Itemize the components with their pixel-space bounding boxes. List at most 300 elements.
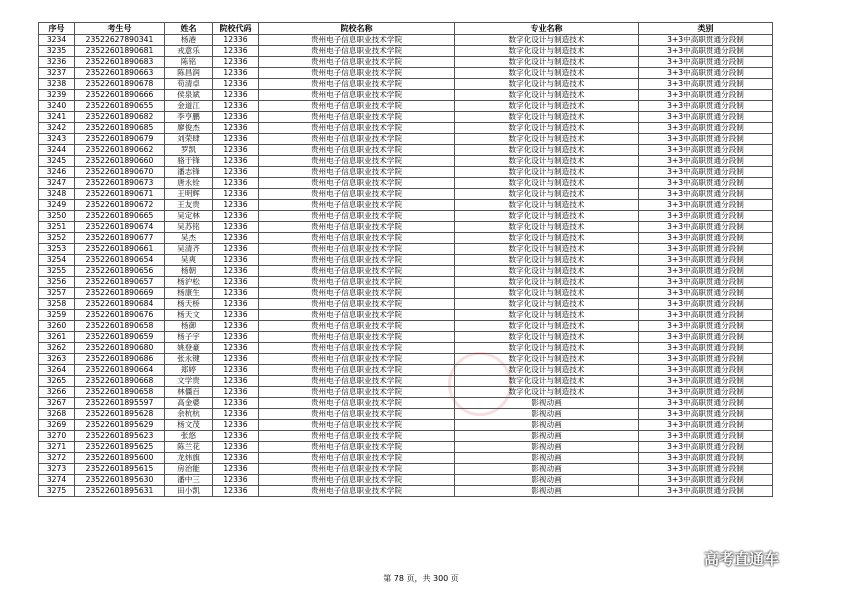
cell-category: 3+3中高职贯通分段制 xyxy=(639,387,773,398)
cell-exam-id: 23522601890686 xyxy=(75,354,165,365)
cell-seq: 3271 xyxy=(39,442,75,453)
cell-school-name: 贵州电子信息职业技术学院 xyxy=(259,57,455,68)
cell-seq: 3248 xyxy=(39,189,75,200)
table-row xyxy=(39,233,773,244)
cell-major: 数字化设计与制造技术 xyxy=(455,156,639,167)
admission-table-container xyxy=(38,22,772,497)
cell-seq: 3261 xyxy=(39,332,75,343)
cell-seq: 3267 xyxy=(39,398,75,409)
cell-category: 3+3中高职贯通分段制 xyxy=(639,90,773,101)
table-header-row xyxy=(39,23,773,35)
cell-name: 杨文茂 xyxy=(165,420,213,431)
table-row xyxy=(39,376,773,387)
cell-school-name: 贵州电子信息职业技术学院 xyxy=(259,200,455,211)
cell-exam-id: 23522601890661 xyxy=(75,244,165,255)
cell-major: 数字化设计与制造技术 xyxy=(455,332,639,343)
header-exam-id: 考生号 xyxy=(75,23,165,35)
cell-school-name: 贵州电子信息职业技术学院 xyxy=(259,222,455,233)
table-row xyxy=(39,46,773,57)
cell-category: 3+3中高职贯通分段制 xyxy=(639,134,773,145)
cell-exam-id: 23522601890668 xyxy=(75,376,165,387)
cell-seq: 3259 xyxy=(39,310,75,321)
cell-major: 数字化设计与制造技术 xyxy=(455,266,639,277)
cell-school-code: 12336 xyxy=(213,464,259,475)
cell-major: 数字化设计与制造技术 xyxy=(455,376,639,387)
cell-name: 张悠 xyxy=(165,431,213,442)
cell-school-name: 贵州电子信息职业技术学院 xyxy=(259,233,455,244)
cell-name: 张永键 xyxy=(165,354,213,365)
cell-exam-id: 23522601890654 xyxy=(75,255,165,266)
cell-name: 杨御 xyxy=(165,321,213,332)
cell-name: 陈兰花 xyxy=(165,442,213,453)
cell-name: 高金婆 xyxy=(165,398,213,409)
cell-name: 郑婷 xyxy=(165,365,213,376)
table-row xyxy=(39,211,773,222)
cell-category: 3+3中高职贯通分段制 xyxy=(639,233,773,244)
table-row xyxy=(39,178,773,189)
cell-school-code: 12336 xyxy=(213,68,259,79)
table-row xyxy=(39,189,773,200)
cell-category: 3+3中高职贯通分段制 xyxy=(639,442,773,453)
cell-school-code: 12336 xyxy=(213,189,259,200)
cell-seq: 3275 xyxy=(39,486,75,497)
cell-category: 3+3中高职贯通分段制 xyxy=(639,398,773,409)
cell-name: 王明辉 xyxy=(165,189,213,200)
cell-exam-id: 23522601890677 xyxy=(75,233,165,244)
cell-exam-id: 23522601890683 xyxy=(75,57,165,68)
cell-major: 数字化设计与制造技术 xyxy=(455,288,639,299)
cell-name: 戎意乐 xyxy=(165,46,213,57)
table-row xyxy=(39,35,773,46)
cell-name: 杨天桥 xyxy=(165,299,213,310)
cell-category: 3+3中高职贯通分段制 xyxy=(639,145,773,156)
table-row xyxy=(39,464,773,475)
cell-school-name: 贵州电子信息职业技术学院 xyxy=(259,376,455,387)
cell-seq: 3273 xyxy=(39,464,75,475)
cell-category: 3+3中高职贯通分段制 xyxy=(639,310,773,321)
cell-exam-id: 23522601895615 xyxy=(75,464,165,475)
cell-exam-id: 23522601895600 xyxy=(75,453,165,464)
cell-name: 杨康生 xyxy=(165,288,213,299)
cell-category: 3+3中高职贯通分段制 xyxy=(639,431,773,442)
cell-category: 3+3中高职贯通分段制 xyxy=(639,486,773,497)
cell-exam-id: 23522601895630 xyxy=(75,475,165,486)
cell-school-name: 贵州电子信息职业技术学院 xyxy=(259,288,455,299)
cell-category: 3+3中高职贯通分段制 xyxy=(639,46,773,57)
cell-major: 数字化设计与制造技术 xyxy=(455,68,639,79)
cell-name: 侯泉斌 xyxy=(165,90,213,101)
cell-name: 王友贵 xyxy=(165,200,213,211)
cell-seq: 3246 xyxy=(39,167,75,178)
cell-school-name: 贵州电子信息职业技术学院 xyxy=(259,211,455,222)
header-school-code: 院校代码 xyxy=(213,23,259,35)
cell-seq: 3247 xyxy=(39,178,75,189)
cell-category: 3+3中高职贯通分段制 xyxy=(639,343,773,354)
header-name: 姓名 xyxy=(165,23,213,35)
cell-major: 数字化设计与制造技术 xyxy=(455,90,639,101)
cell-category: 3+3中高职贯通分段制 xyxy=(639,288,773,299)
cell-school-code: 12336 xyxy=(213,46,259,57)
cell-name: 廖俊杰 xyxy=(165,123,213,134)
cell-seq: 3274 xyxy=(39,475,75,486)
cell-exam-id: 23522601895631 xyxy=(75,486,165,497)
cell-school-name: 贵州电子信息职业技术学院 xyxy=(259,266,455,277)
table-row xyxy=(39,90,773,101)
cell-school-name: 贵州电子信息职业技术学院 xyxy=(259,255,455,266)
cell-major: 数字化设计与制造技术 xyxy=(455,343,639,354)
cell-major: 数字化设计与制造技术 xyxy=(455,145,639,156)
cell-exam-id: 23522601895625 xyxy=(75,442,165,453)
table-row xyxy=(39,321,773,332)
cell-name: 田小凯 xyxy=(165,486,213,497)
table-row xyxy=(39,420,773,431)
cell-seq: 3241 xyxy=(39,112,75,123)
cell-major: 数字化设计与制造技术 xyxy=(455,387,639,398)
cell-exam-id: 23522601890681 xyxy=(75,46,165,57)
cell-major: 影视动画 xyxy=(455,420,639,431)
cell-major: 数字化设计与制造技术 xyxy=(455,222,639,233)
table-row xyxy=(39,112,773,123)
cell-major: 影视动画 xyxy=(455,442,639,453)
cell-seq: 3249 xyxy=(39,200,75,211)
cell-name: 杨沪松 xyxy=(165,277,213,288)
cell-exam-id: 23522601890674 xyxy=(75,222,165,233)
cell-exam-id: 23522601895629 xyxy=(75,420,165,431)
cell-exam-id: 23522601890657 xyxy=(75,277,165,288)
cell-school-name: 贵州电子信息职业技术学院 xyxy=(259,354,455,365)
cell-name: 苟清卓 xyxy=(165,79,213,90)
cell-seq: 3235 xyxy=(39,46,75,57)
cell-school-code: 12336 xyxy=(213,167,259,178)
cell-major: 数字化设计与制造技术 xyxy=(455,354,639,365)
table-row xyxy=(39,343,773,354)
cell-school-name: 贵州电子信息职业技术学院 xyxy=(259,310,455,321)
cell-major: 数字化设计与制造技术 xyxy=(455,255,639,266)
cell-category: 3+3中高职贯通分段制 xyxy=(639,475,773,486)
table-row xyxy=(39,299,773,310)
cell-seq: 3252 xyxy=(39,233,75,244)
cell-school-name: 贵州电子信息职业技术学院 xyxy=(259,244,455,255)
cell-school-code: 12336 xyxy=(213,310,259,321)
cell-seq: 3236 xyxy=(39,57,75,68)
table-row xyxy=(39,222,773,233)
brand-logo-text: 高考直通车 xyxy=(704,550,780,568)
table-row xyxy=(39,354,773,365)
cell-school-name: 贵州电子信息职业技术学院 xyxy=(259,167,455,178)
table-row xyxy=(39,475,773,486)
cell-school-name: 贵州电子信息职业技术学院 xyxy=(259,420,455,431)
cell-school-code: 12336 xyxy=(213,332,259,343)
cell-seq: 3254 xyxy=(39,255,75,266)
cell-name: 潘志锋 xyxy=(165,167,213,178)
cell-name: 姚登豪 xyxy=(165,343,213,354)
cell-seq: 3264 xyxy=(39,365,75,376)
cell-school-name: 贵州电子信息职业技术学院 xyxy=(259,431,455,442)
header-major: 专业名称 xyxy=(455,23,639,35)
table-row xyxy=(39,387,773,398)
cell-school-code: 12336 xyxy=(213,112,259,123)
cell-exam-id: 23522601890679 xyxy=(75,134,165,145)
cell-school-name: 贵州电子信息职业技术学院 xyxy=(259,442,455,453)
cell-school-name: 贵州电子信息职业技术学院 xyxy=(259,189,455,200)
cell-exam-id: 23522601895628 xyxy=(75,409,165,420)
cell-exam-id: 23522601890658 xyxy=(75,321,165,332)
cell-category: 3+3中高职贯通分段制 xyxy=(639,79,773,90)
cell-school-name: 贵州电子信息职业技术学院 xyxy=(259,387,455,398)
cell-name: 刘荣肆 xyxy=(165,134,213,145)
cell-seq: 3255 xyxy=(39,266,75,277)
cell-category: 3+3中高职贯通分段制 xyxy=(639,222,773,233)
cell-major: 数字化设计与制造技术 xyxy=(455,123,639,134)
cell-school-code: 12336 xyxy=(213,134,259,145)
cell-seq: 3265 xyxy=(39,376,75,387)
cell-school-name: 贵州电子信息职业技术学院 xyxy=(259,68,455,79)
cell-name: 龙炜旗 xyxy=(165,453,213,464)
cell-exam-id: 23522601890664 xyxy=(75,365,165,376)
cell-exam-id: 23522601890662 xyxy=(75,145,165,156)
cell-major: 影视动画 xyxy=(455,431,639,442)
cell-name: 杨港 xyxy=(165,35,213,46)
cell-school-code: 12336 xyxy=(213,387,259,398)
cell-exam-id: 23522601895597 xyxy=(75,398,165,409)
cell-category: 3+3中高职贯通分段制 xyxy=(639,376,773,387)
table-row xyxy=(39,332,773,343)
cell-school-code: 12336 xyxy=(213,57,259,68)
cell-name: 杨天文 xyxy=(165,310,213,321)
cell-school-name: 贵州电子信息职业技术学院 xyxy=(259,486,455,497)
cell-category: 3+3中高职贯通分段制 xyxy=(639,365,773,376)
cell-category: 3+3中高职贯通分段制 xyxy=(639,112,773,123)
cell-school-name: 贵州电子信息职业技术学院 xyxy=(259,101,455,112)
cell-seq: 3244 xyxy=(39,145,75,156)
cell-name: 吴苏铭 xyxy=(165,222,213,233)
cell-seq: 3257 xyxy=(39,288,75,299)
table-row xyxy=(39,398,773,409)
table-row xyxy=(39,57,773,68)
header-school-name: 院校名称 xyxy=(259,23,455,35)
cell-category: 3+3中高职贯通分段制 xyxy=(639,354,773,365)
cell-seq: 3251 xyxy=(39,222,75,233)
cell-category: 3+3中高职贯通分段制 xyxy=(639,178,773,189)
cell-name: 吴杰 xyxy=(165,233,213,244)
cell-category: 3+3中高职贯通分段制 xyxy=(639,211,773,222)
cell-school-code: 12336 xyxy=(213,354,259,365)
table-row xyxy=(39,145,773,156)
cell-school-name: 贵州电子信息职业技术学院 xyxy=(259,343,455,354)
cell-name: 唐永铨 xyxy=(165,178,213,189)
cell-exam-id: 23522601890669 xyxy=(75,288,165,299)
table-row xyxy=(39,266,773,277)
table-row xyxy=(39,365,773,376)
cell-seq: 3258 xyxy=(39,299,75,310)
table-row xyxy=(39,409,773,420)
cell-name: 吴定林 xyxy=(165,211,213,222)
cell-school-name: 贵州电子信息职业技术学院 xyxy=(259,145,455,156)
cell-category: 3+3中高职贯通分段制 xyxy=(639,35,773,46)
cell-major: 数字化设计与制造技术 xyxy=(455,365,639,376)
cell-category: 3+3中高职贯通分段制 xyxy=(639,101,773,112)
cell-category: 3+3中高职贯通分段制 xyxy=(639,167,773,178)
cell-seq: 3256 xyxy=(39,277,75,288)
cell-school-code: 12336 xyxy=(213,211,259,222)
cell-major: 影视动画 xyxy=(455,486,639,497)
cell-seq: 3266 xyxy=(39,387,75,398)
cell-school-name: 贵州电子信息职业技术学院 xyxy=(259,321,455,332)
cell-major: 数字化设计与制造技术 xyxy=(455,79,639,90)
cell-school-code: 12336 xyxy=(213,255,259,266)
cell-exam-id: 23522601890682 xyxy=(75,112,165,123)
table-row xyxy=(39,101,773,112)
cell-exam-id: 23522601890672 xyxy=(75,200,165,211)
cell-category: 3+3中高职贯通分段制 xyxy=(639,299,773,310)
table-row xyxy=(39,288,773,299)
cell-major: 数字化设计与制造技术 xyxy=(455,310,639,321)
table-row xyxy=(39,453,773,464)
cell-school-code: 12336 xyxy=(213,442,259,453)
cell-school-code: 12336 xyxy=(213,101,259,112)
cell-school-code: 12336 xyxy=(213,343,259,354)
cell-exam-id: 23522601890660 xyxy=(75,156,165,167)
cell-school-code: 12336 xyxy=(213,200,259,211)
cell-school-name: 贵州电子信息职业技术学院 xyxy=(259,332,455,343)
cell-school-name: 贵州电子信息职业技术学院 xyxy=(259,123,455,134)
cell-school-code: 12336 xyxy=(213,145,259,156)
cell-school-code: 12336 xyxy=(213,288,259,299)
table-row xyxy=(39,123,773,134)
table-row xyxy=(39,442,773,453)
cell-exam-id: 23522601890678 xyxy=(75,79,165,90)
cell-category: 3+3中高职贯通分段制 xyxy=(639,68,773,79)
cell-major: 影视动画 xyxy=(455,475,639,486)
cell-name: 文学贵 xyxy=(165,376,213,387)
cell-school-code: 12336 xyxy=(213,123,259,134)
cell-name: 陈昌润 xyxy=(165,68,213,79)
cell-seq: 3234 xyxy=(39,35,75,46)
cell-category: 3+3中高职贯通分段制 xyxy=(639,464,773,475)
cell-major: 数字化设计与制造技术 xyxy=(455,134,639,145)
cell-seq: 3269 xyxy=(39,420,75,431)
cell-major: 影视动画 xyxy=(455,409,639,420)
page-footer: 第 78 页，共 300 页 xyxy=(383,574,459,583)
cell-exam-id: 23522601890666 xyxy=(75,90,165,101)
cell-name: 李亨鹏 xyxy=(165,112,213,123)
cell-school-code: 12336 xyxy=(213,321,259,332)
cell-major: 数字化设计与制造技术 xyxy=(455,277,639,288)
cell-seq: 3272 xyxy=(39,453,75,464)
cell-name: 潘中三 xyxy=(165,475,213,486)
cell-major: 数字化设计与制造技术 xyxy=(455,211,639,222)
table-row xyxy=(39,134,773,145)
cell-major: 数字化设计与制造技术 xyxy=(455,299,639,310)
cell-school-name: 贵州电子信息职业技术学院 xyxy=(259,46,455,57)
cell-major: 影视动画 xyxy=(455,464,639,475)
cell-school-name: 贵州电子信息职业技术学院 xyxy=(259,156,455,167)
cell-school-code: 12336 xyxy=(213,486,259,497)
cell-major: 数字化设计与制造技术 xyxy=(455,321,639,332)
table-row xyxy=(39,486,773,497)
cell-school-code: 12336 xyxy=(213,244,259,255)
cell-category: 3+3中高职贯通分段制 xyxy=(639,266,773,277)
cell-major: 数字化设计与制造技术 xyxy=(455,112,639,123)
cell-major: 数字化设计与制造技术 xyxy=(455,178,639,189)
cell-school-name: 贵州电子信息职业技术学院 xyxy=(259,178,455,189)
cell-major: 数字化设计与制造技术 xyxy=(455,101,639,112)
cell-school-code: 12336 xyxy=(213,409,259,420)
cell-school-name: 贵州电子信息职业技术学院 xyxy=(259,277,455,288)
cell-category: 3+3中高职贯通分段制 xyxy=(639,453,773,464)
cell-exam-id: 23522601890658 xyxy=(75,387,165,398)
cell-category: 3+3中高职贯通分段制 xyxy=(639,277,773,288)
cell-school-code: 12336 xyxy=(213,277,259,288)
cell-name: 杨子宇 xyxy=(165,332,213,343)
cell-category: 3+3中高职贯通分段制 xyxy=(639,189,773,200)
table-body xyxy=(39,35,773,497)
header-seq: 序号 xyxy=(39,23,75,35)
cell-major: 数字化设计与制造技术 xyxy=(455,35,639,46)
cell-school-code: 12336 xyxy=(213,222,259,233)
cell-seq: 3243 xyxy=(39,134,75,145)
cell-name: 杨朝 xyxy=(165,266,213,277)
cell-seq: 3250 xyxy=(39,211,75,222)
cell-seq: 3262 xyxy=(39,343,75,354)
cell-exam-id: 23522601890680 xyxy=(75,343,165,354)
cell-exam-id: 23522601890685 xyxy=(75,123,165,134)
cell-school-name: 贵州电子信息职业技术学院 xyxy=(259,79,455,90)
table-row xyxy=(39,200,773,211)
cell-name: 林僵百 xyxy=(165,387,213,398)
header-category: 类别 xyxy=(639,23,773,35)
cell-school-code: 12336 xyxy=(213,79,259,90)
cell-school-code: 12336 xyxy=(213,156,259,167)
cell-exam-id: 23522627890341 xyxy=(75,35,165,46)
cell-name: 余杭杭 xyxy=(165,409,213,420)
cell-school-name: 贵州电子信息职业技术学院 xyxy=(259,299,455,310)
cell-category: 3+3中高职贯通分段制 xyxy=(639,409,773,420)
cell-category: 3+3中高职贯通分段制 xyxy=(639,321,773,332)
cell-school-name: 贵州电子信息职业技术学院 xyxy=(259,464,455,475)
cell-name: 房治能 xyxy=(165,464,213,475)
cell-seq: 3237 xyxy=(39,68,75,79)
table-row xyxy=(39,431,773,442)
cell-exam-id: 23522601890673 xyxy=(75,178,165,189)
cell-school-code: 12336 xyxy=(213,420,259,431)
cell-category: 3+3中高职贯通分段制 xyxy=(639,244,773,255)
cell-school-name: 贵州电子信息职业技术学院 xyxy=(259,365,455,376)
cell-name: 吴爽 xyxy=(165,255,213,266)
cell-school-code: 12336 xyxy=(213,178,259,189)
cell-school-code: 12336 xyxy=(213,299,259,310)
cell-school-name: 贵州电子信息职业技术学院 xyxy=(259,453,455,464)
cell-school-name: 贵州电子信息职业技术学院 xyxy=(259,35,455,46)
cell-seq: 3240 xyxy=(39,101,75,112)
cell-name: 吴清齐 xyxy=(165,244,213,255)
cell-school-code: 12336 xyxy=(213,35,259,46)
cell-school-code: 12336 xyxy=(213,376,259,387)
table-row xyxy=(39,310,773,321)
cell-name: 陈铭 xyxy=(165,57,213,68)
cell-category: 3+3中高职贯通分段制 xyxy=(639,57,773,68)
cell-school-code: 12336 xyxy=(213,365,259,376)
cell-name: 骆于锋 xyxy=(165,156,213,167)
cell-seq: 3268 xyxy=(39,409,75,420)
cell-seq: 3270 xyxy=(39,431,75,442)
cell-exam-id: 23522601890659 xyxy=(75,332,165,343)
cell-school-name: 贵州电子信息职业技术学院 xyxy=(259,134,455,145)
cell-school-code: 12336 xyxy=(213,431,259,442)
cell-school-code: 12336 xyxy=(213,475,259,486)
cell-major: 数字化设计与制造技术 xyxy=(455,57,639,68)
cell-school-code: 12336 xyxy=(213,453,259,464)
